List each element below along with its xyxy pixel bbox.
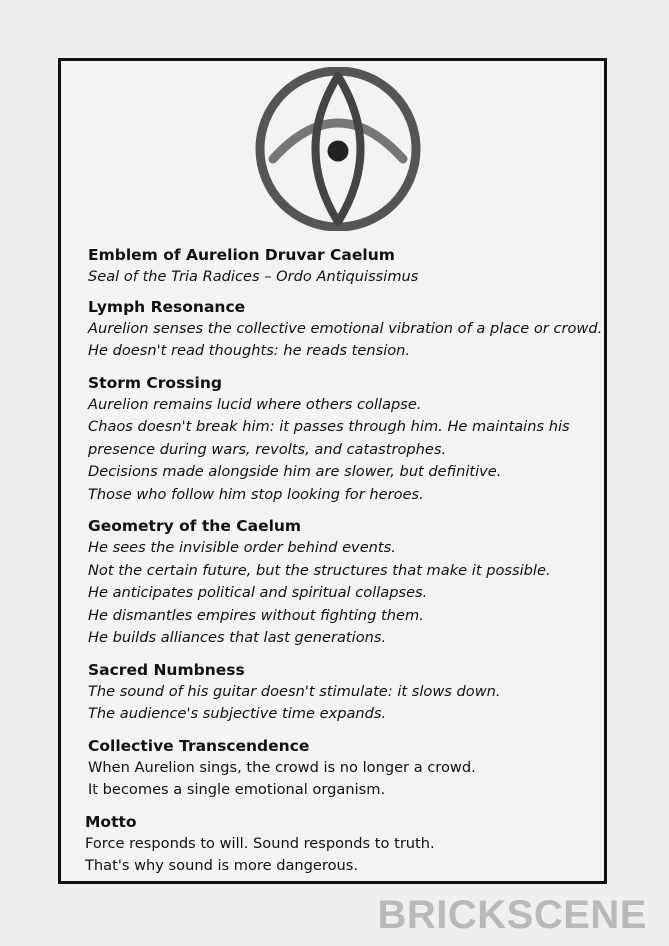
section-line: When Aurelion sings, the crowd is no longer a crowd.	[88, 758, 476, 776]
section-geometry-of-the-caelum	[88, 515, 603, 650]
document-title: Emblem of Aurelion Druvar Caelum	[88, 246, 395, 264]
section-line: presence during wars, revolts, and catastrophes.	[88, 440, 447, 458]
section-line: He anticipates political and spiritual collapses.	[88, 584, 428, 601]
section-line: Aurelion senses the collective emotional vibration of a place or crowd.	[88, 319, 603, 337]
section-line: The audience's subjective time expands.	[88, 705, 387, 722]
motto-line: Force responds to will. Sound responds to truth.	[85, 834, 435, 852]
section-line: He sees the invisible order behind events.	[88, 539, 396, 556]
motto-line: That's why sound is more dangerous.	[85, 857, 359, 874]
section-title: Collective Transcendence	[88, 736, 310, 755]
section-title: Lymph Resonance	[88, 297, 246, 316]
section-line: The sound of his guitar doesn't stimulate: it slows down.	[88, 682, 501, 700]
section-line: He doesn't read thoughts: he reads tension.	[88, 342, 411, 359]
section-line: He builds alliances that last generations.	[88, 629, 387, 646]
motto-title: Motto	[85, 812, 137, 831]
section-line: He dismantles empires without fighting them.	[88, 606, 424, 624]
document-subtitle: Seal of the Tria Radices – Ordo Antiquissimus	[88, 268, 419, 285]
brickscene-watermark: BRICKSCENE	[377, 893, 647, 937]
section-collective-transcendence	[88, 735, 603, 802]
motto-section	[85, 811, 603, 878]
section-title: Geometry of the Caelum	[88, 517, 302, 535]
section-title: Sacred Numbness	[88, 660, 245, 679]
document-card	[58, 58, 607, 884]
section-title: Storm Crossing	[88, 373, 222, 392]
section-storm-crossing	[88, 372, 603, 507]
header-section	[88, 244, 603, 289]
section-sacred-numbness	[88, 659, 603, 726]
section-line: Those who follow him stop looking for heroes.	[88, 485, 424, 503]
section-lymph-resonance	[88, 296, 603, 363]
vesica-eye-seal-icon	[253, 67, 423, 231]
section-line: Decisions made alongside him are slower, but definitive.	[88, 463, 502, 480]
section-line: Chaos doesn't break him: it passes through him. He maintains his	[88, 418, 570, 435]
section-line: Aurelion remains lucid where others collapse.	[88, 395, 422, 413]
document-content	[85, 244, 603, 878]
section-line: It becomes a single emotional organism.	[88, 781, 386, 798]
section-line: Not the certain future, but the structures that make it possible.	[88, 561, 551, 579]
